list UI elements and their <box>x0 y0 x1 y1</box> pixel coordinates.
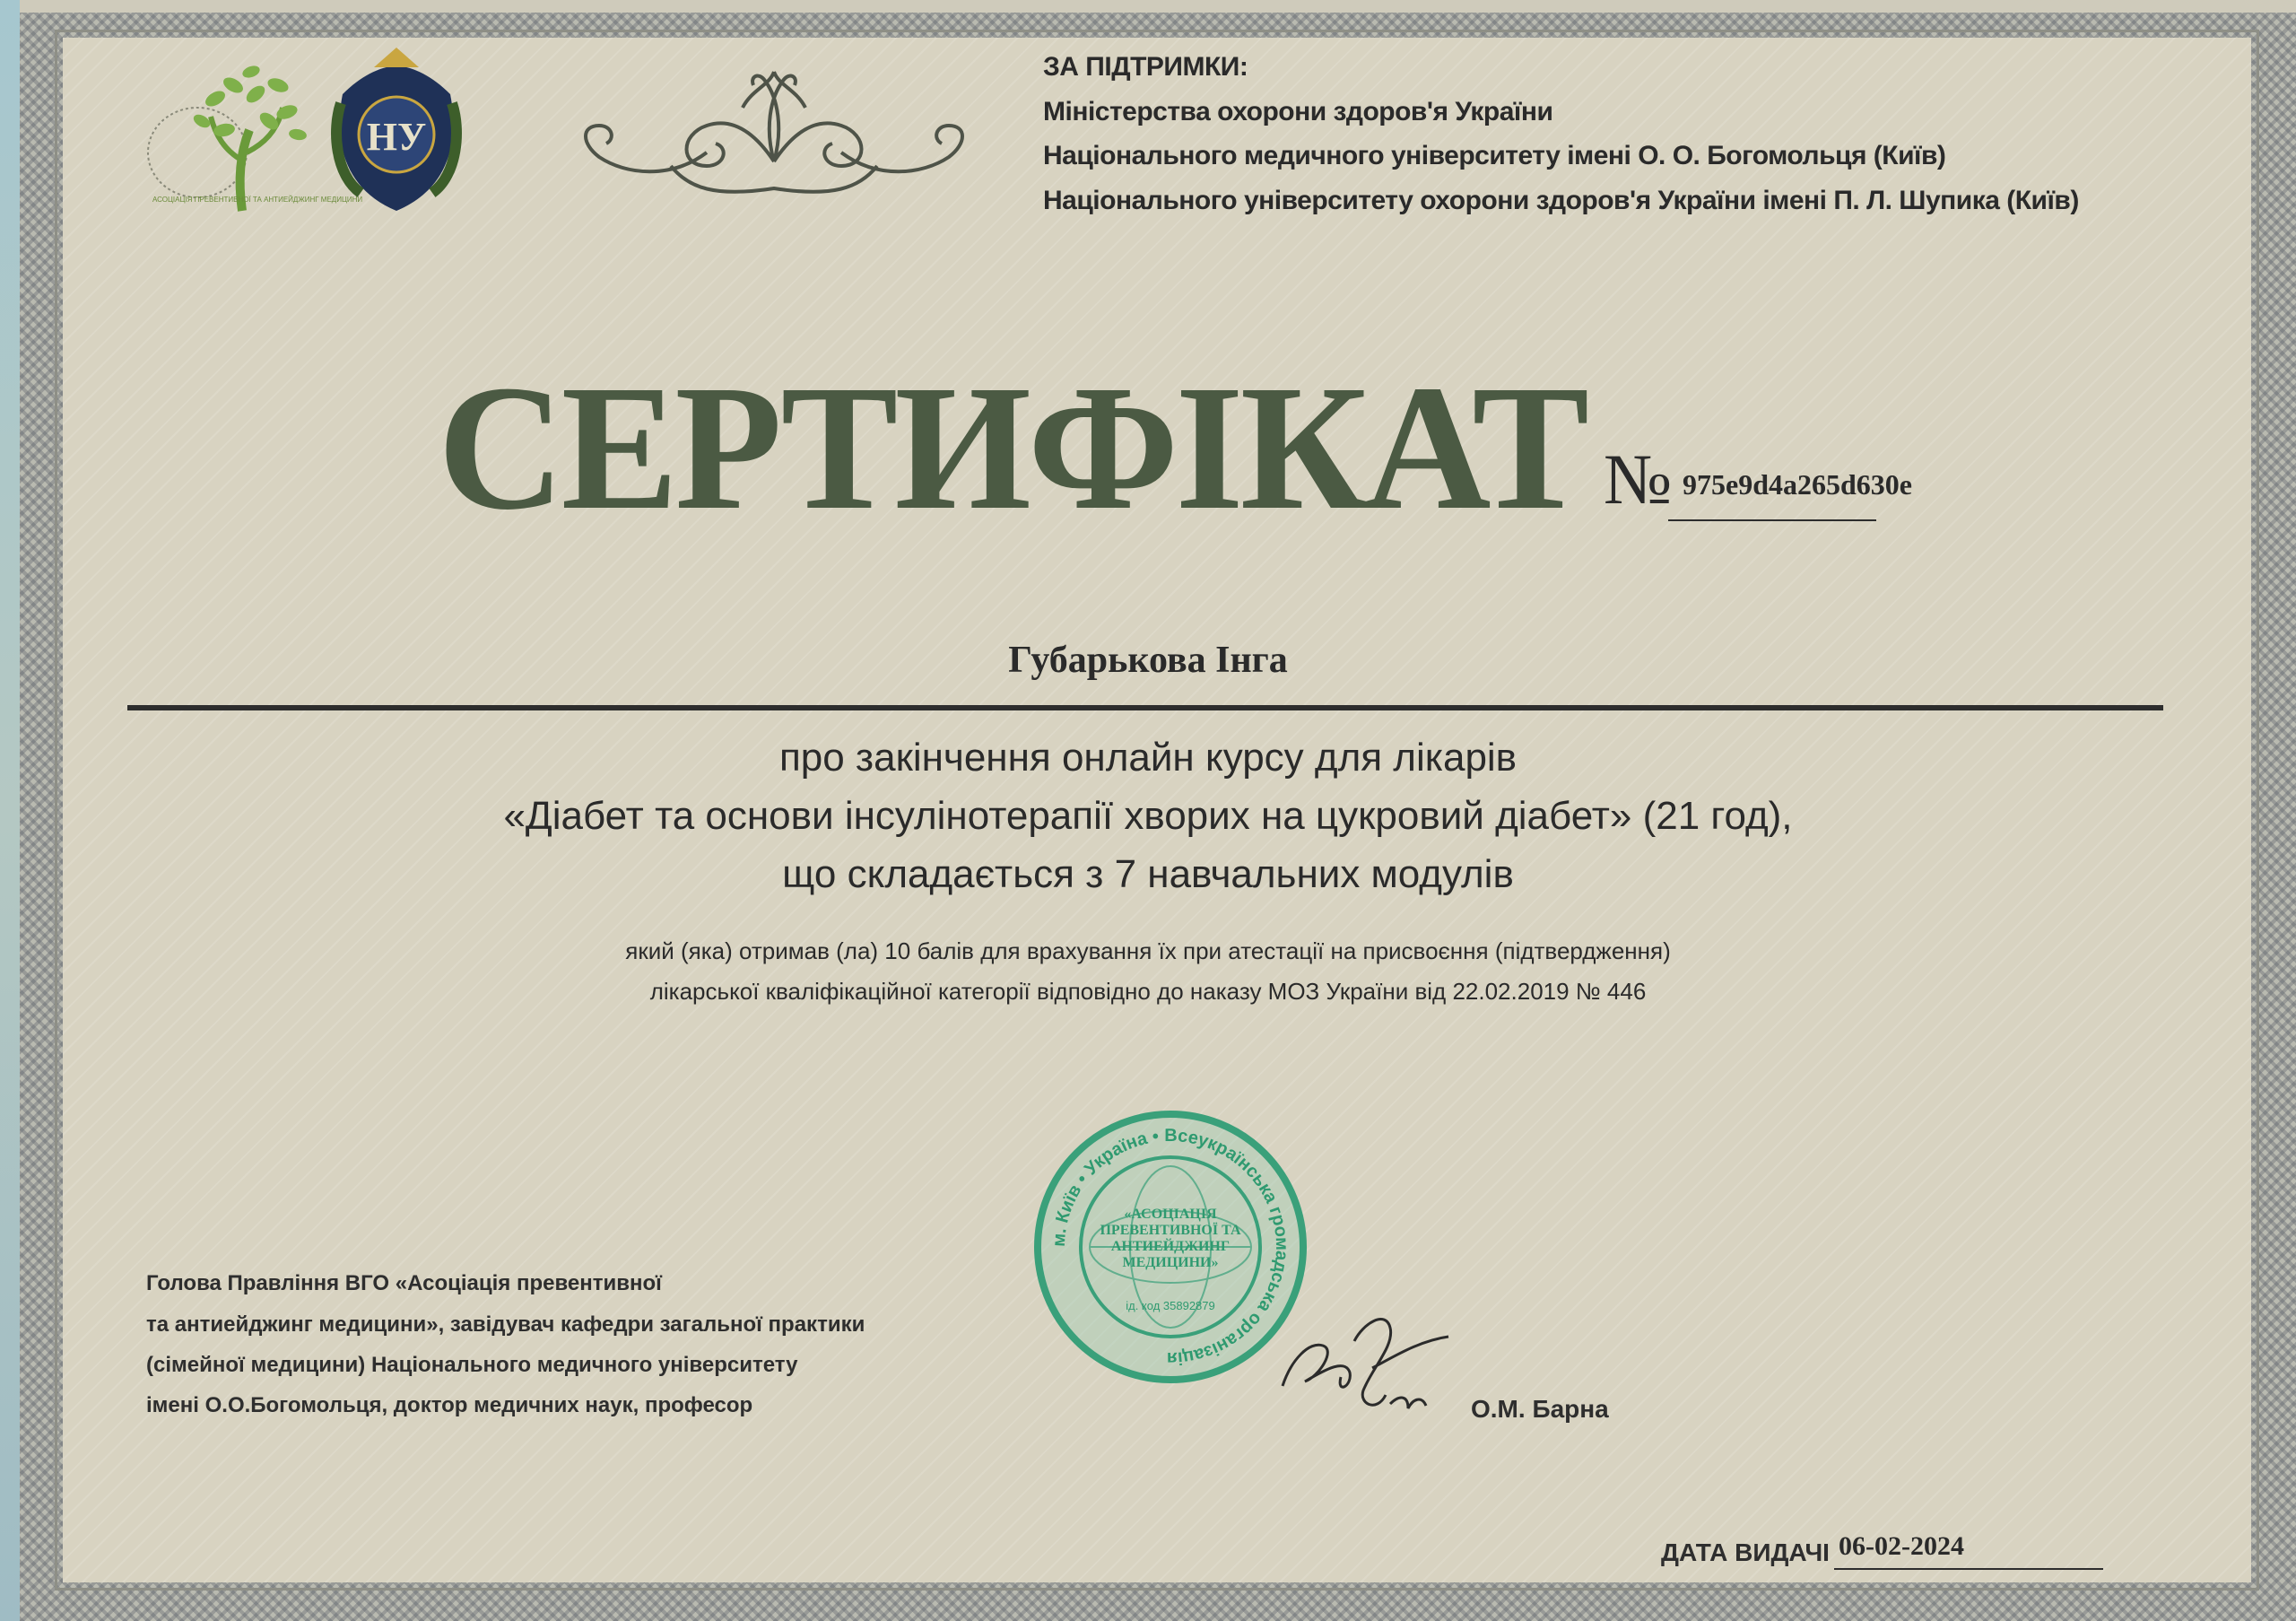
signature-icon <box>1274 1305 1462 1431</box>
association-stamp <box>1031 1108 1309 1386</box>
name-underline <box>127 705 2163 710</box>
date-underline <box>1834 1568 2103 1570</box>
course-line-1: про закінчення онлайн курсу для лікарів <box>778 736 1518 780</box>
signatory-line-2: та антиейджинг медицини», завідувач кафедри загальної практики <box>146 1312 865 1337</box>
stamp-center-text: «АСОЦІАЦІЯ ПРЕВЕНТИВНОЇ ТА АНТИЕЙДЖИНГ МЕДИЦИНИ» <box>1100 1207 1241 1270</box>
round-seal-icon <box>1031 1108 1309 1386</box>
university-emblem <box>325 40 468 215</box>
handwritten-signature <box>1274 1305 1462 1431</box>
course-line-2: «Діабет та основи інсулінотерапії хворих на цукровий діабет» (21 год), <box>503 794 1793 838</box>
stamp-code: ід. код 35892879 <box>1126 1299 1215 1312</box>
signatory-line-4: імені О.О.Богомольця, доктор медичних наук, професор <box>146 1393 753 1417</box>
sponsor-line-3: Національного університету охорони здоров'я України імені П. Л. Шупика (Київ) <box>1043 186 2079 215</box>
signatory-name: О.М. Барна <box>1471 1395 1609 1423</box>
ornament-flourish <box>563 54 985 220</box>
issue-date-label: ДАТА ВИДАЧІ <box>1661 1538 1830 1566</box>
crest-emblem-icon <box>325 40 468 215</box>
certificate-number: 975e9d4a265d630e <box>1683 468 1912 501</box>
signatory-line-1: Голова Правління ВГО «Асоціація превентивної <box>146 1271 662 1295</box>
emblem-letters: НУ <box>366 115 427 159</box>
sponsor-line-1: Міністерства охорони здоров'я України <box>1043 97 1553 126</box>
issue-date-value: 06-02-2024 <box>1839 1531 1964 1561</box>
association-logo <box>135 45 363 224</box>
flourish-icon <box>563 54 985 220</box>
association-logo-text: АСОЦІАЦІЯ ПРЕВЕНТИВНОЇ ТА АНТИЕЙДЖИНГ МЕДИЦИНИ <box>152 196 363 204</box>
recipient-name: Губарькова Інга <box>1008 640 1288 681</box>
certificate-title: СЕРТИФІКАТ <box>438 349 1587 547</box>
stamp-ring-text: м. Київ • Україна • Всеукраїнська громадська організація <box>1048 1125 1292 1369</box>
signatory-line-3: (сімейної медицини) Національного медичного університету <box>146 1353 798 1377</box>
number-sign: № <box>1604 440 1673 519</box>
sponsor-line-2: Національного медичного університету імені О. О. Богомольця (Київ) <box>1043 141 1946 170</box>
points-line-1: який (яка) отримав (ла) 10 балів для врахування їх при атестації на присвоєння (підтвердження) <box>625 937 1671 964</box>
tree-logo-icon <box>135 45 363 224</box>
number-underline <box>1668 519 1876 521</box>
course-line-3: що складається з 7 навчальних модулів <box>782 852 1514 896</box>
points-line-2: лікарської кваліфікаційної категорії відповідно до наказу МОЗ України від 22.02.2019 № 446 <box>649 978 1647 1005</box>
sponsors-heading: ЗА ПІДТРИМКИ: <box>1043 52 1248 82</box>
